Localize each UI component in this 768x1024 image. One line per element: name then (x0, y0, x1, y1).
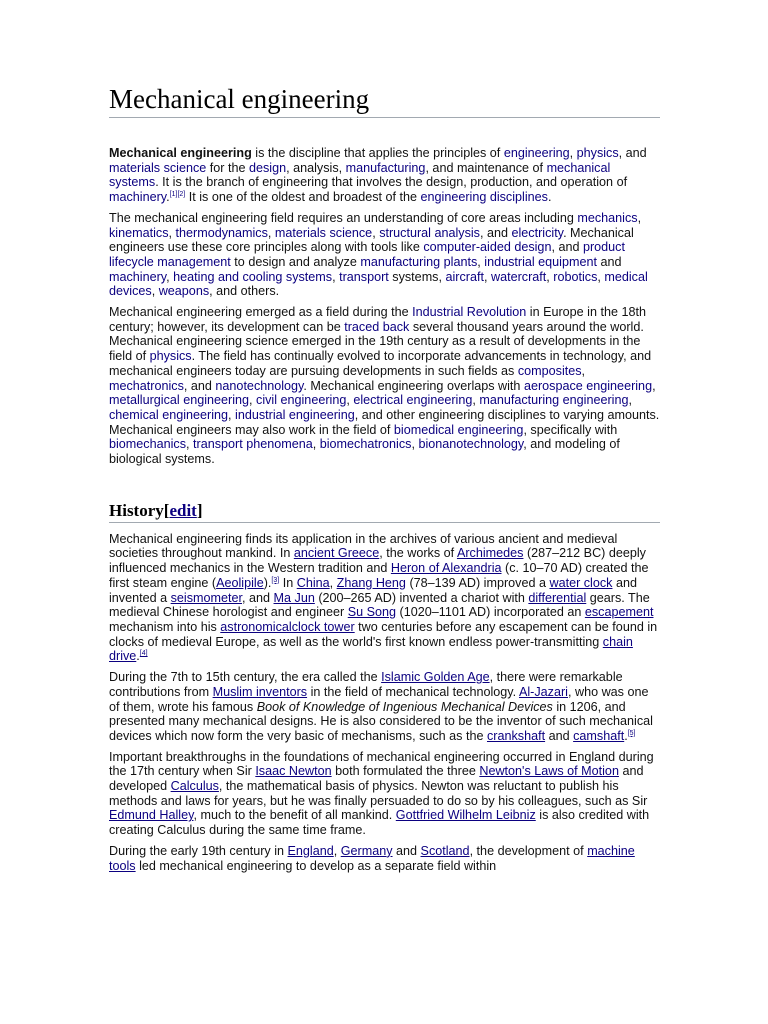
text: . (547, 190, 552, 205)
text: , (312, 437, 320, 452)
link-physics[interactable]: physics (149, 349, 192, 364)
text: , (597, 269, 605, 284)
lead-term: Mechanical engineering (109, 146, 252, 160)
text: , (267, 225, 275, 240)
link-china[interactable]: China (296, 575, 330, 590)
link-machinery[interactable]: machinery (109, 269, 167, 284)
link-chemical-engineering[interactable]: chemical engineering (109, 407, 229, 422)
link-differential[interactable]: differential (528, 590, 587, 605)
text: Important breakthroughs in the foundations of mechanical engineering occurred in England during the 17th century when Sir (109, 749, 654, 779)
history-paragraph-2 (109, 670, 660, 744)
link-design[interactable]: design (249, 160, 287, 175)
text: In (279, 575, 297, 590)
link-transport-phenomena[interactable]: transport phenomena (193, 437, 313, 452)
link-zhang-heng[interactable]: Zhang Heng (336, 575, 406, 590)
link-robotics[interactable]: robotics (553, 269, 598, 284)
link-escapement[interactable]: escapement (584, 605, 654, 620)
link-edmund-halley[interactable]: Edmund Halley (109, 808, 194, 823)
text: (78–139 AD) improved a (405, 575, 550, 590)
link-physics[interactable]: physics (576, 146, 619, 160)
link-biomedical-engineering[interactable]: biomedical engineering (393, 422, 524, 437)
text: . It is the branch of engineering that involves the design, production, and operation of (155, 175, 628, 190)
text: , (411, 437, 419, 452)
text: , (628, 393, 632, 408)
text: is also credited with creating Calculus during the same time frame. (109, 808, 650, 838)
citation (628, 730, 636, 737)
link-engineering-disciplines[interactable]: engineering disciplines (420, 190, 548, 205)
text: in 1206, and presented many mechanical designs. He is also considered to be the inventor of such mechanical devices which now form the very basic of mechanisms, such as the (109, 699, 653, 743)
text: , and (479, 225, 512, 240)
link-mechanics[interactable]: mechanics (577, 210, 638, 225)
link-archimedes[interactable]: Archimedes (456, 546, 524, 561)
text: . Mechanical engineering overlaps with (303, 378, 524, 393)
text: both formulated the three (331, 764, 480, 779)
section-title: History (109, 500, 164, 520)
link-gottfried-wilhelm-leibniz[interactable]: Gottfried Wilhelm Leibniz (395, 808, 536, 823)
text: , and other engineering disciplines to varying amounts. Mechanical engineers may also work in the field of (109, 407, 660, 437)
text: (1020–1101 AD) incorporated an (396, 605, 585, 620)
page-title: Mechanical engineering (109, 84, 660, 118)
citation-link-2[interactable]: [2] (177, 191, 186, 199)
text: , (477, 254, 485, 269)
text: , (652, 378, 656, 393)
text: and (392, 843, 421, 858)
text: , specifically with (523, 422, 618, 437)
link-machine-tools[interactable]: machine tools (109, 843, 635, 873)
bracket: ] (196, 500, 203, 520)
link-aeolipile[interactable]: Aeolipile (216, 575, 264, 590)
text: . (624, 728, 628, 743)
link-weapons[interactable]: weapons (158, 284, 210, 299)
text: , (372, 225, 380, 240)
link-industrial-revolution[interactable]: Industrial Revolution (412, 305, 527, 320)
citation (140, 650, 148, 657)
text: , and (551, 240, 583, 255)
book-title: Book of Knowledge of Ingenious Mechanical Devices (256, 699, 553, 714)
link-islamic-golden-age[interactable]: Islamic Golden Age (381, 670, 490, 685)
text: , (472, 393, 480, 408)
text: , and (183, 378, 216, 393)
link-watercraft[interactable]: watercraft (490, 269, 547, 284)
text: Mechanical engineering emerged as a field during the (109, 305, 413, 320)
link-kinematics[interactable]: kinematics (109, 225, 169, 240)
link-materials-science[interactable]: materials science (109, 160, 207, 175)
link-al-jazari[interactable]: Al-Jazari (518, 684, 568, 699)
link-nanotechnology[interactable]: nanotechnology (215, 378, 304, 393)
link-chain-drive[interactable]: chain drive (109, 634, 633, 664)
link-composites[interactable]: composites (517, 363, 582, 378)
text: for the (206, 160, 249, 175)
link-seismometer[interactable]: seismometer (170, 590, 243, 605)
link-scotland[interactable]: Scotland (420, 843, 470, 858)
link-isaac-newton[interactable]: Isaac Newton (255, 764, 332, 779)
link-traced-back[interactable]: traced back (344, 319, 410, 334)
link-transport[interactable]: transport (339, 269, 389, 284)
text: ). (263, 575, 272, 590)
text: , (166, 269, 174, 284)
link-aircraft[interactable]: aircraft (445, 269, 484, 284)
text: The mechanical engineering field requires an understanding of core areas including (109, 210, 578, 225)
text: and invented a (109, 575, 637, 605)
history-paragraph-4 (109, 844, 660, 873)
text: and (596, 254, 622, 269)
text: in the field of mechanical technology. (307, 684, 519, 699)
text: (c. 10–70 AD) created the first steam engine ( (109, 561, 649, 590)
link-electrical-engineering[interactable]: electrical engineering (353, 393, 473, 408)
text: , and (618, 146, 647, 160)
text: mechanism into his (109, 619, 221, 634)
text: , the development of (469, 843, 588, 858)
text: During the 7th to 15th century, the era called the (109, 670, 382, 685)
text: , (483, 269, 491, 284)
link-england[interactable]: England (287, 843, 334, 858)
link-camshaft[interactable]: camshaft (573, 728, 625, 743)
link-manufacturing-engineering[interactable]: manufacturing engineering (479, 393, 629, 408)
intro-paragraph-1 (109, 146, 660, 205)
history-paragraph-3 (109, 750, 660, 838)
article-body (109, 84, 660, 879)
text: , (151, 284, 159, 299)
citation (170, 191, 186, 198)
citation-link-3[interactable]: [3] (271, 576, 280, 584)
text: , and (242, 590, 274, 605)
text: . The field has continually evolved to incorporate advancements in technology, and mechanical engineers today are pursuing developments in such fields as (109, 349, 652, 378)
text: (200–265 AD) invented a chariot with (314, 590, 529, 605)
text: gears. The medieval Chinese horologist and engineer (109, 590, 650, 620)
citation-link-5[interactable]: [5] (627, 729, 636, 737)
text: and (545, 728, 574, 743)
link-materials-science[interactable]: materials science (274, 225, 373, 240)
link-industrial-equipment[interactable]: industrial equipment (484, 254, 597, 269)
text: is the discipline that applies the principles of (251, 146, 504, 160)
link-manufacturing-plants[interactable]: manufacturing plants (360, 254, 478, 269)
link-muslim-inventors[interactable]: Muslim inventors (212, 684, 308, 699)
link-crankshaft[interactable]: crankshaft (486, 728, 546, 743)
text: , and modeling of biological systems. (109, 437, 620, 467)
link-ancient-greece[interactable]: ancient Greece (293, 546, 380, 561)
link-newtons-laws-of-motion[interactable]: Newton's Laws of Motion (479, 764, 619, 779)
link-su-song[interactable]: Su Song (347, 605, 397, 620)
link-engineering[interactable]: engineering (503, 146, 570, 160)
link-calculus[interactable]: Calculus (170, 779, 219, 794)
text: , and others. (209, 284, 280, 299)
edit-section (164, 501, 203, 520)
link-industrial-engineering[interactable]: industrial engineering (235, 407, 355, 422)
section-heading-history (109, 501, 660, 523)
text: , (186, 437, 194, 452)
text: several thousand years around the world. Mechanical engineering science emerged in the 19th century as a result of developments in the field of (109, 319, 644, 364)
text: , (228, 407, 236, 422)
text: two centuries before any escapement can be found in clocks of medieval Europe, as well as the world's first known endless power-transmitting (109, 619, 658, 649)
text: . (136, 649, 140, 664)
bracket: [ (163, 500, 170, 520)
text: , the works of (379, 546, 457, 561)
link-heating-and-cooling-systems[interactable]: heating and cooling systems (173, 269, 333, 284)
text: , (581, 363, 586, 378)
text: , (637, 210, 642, 225)
link-civil-engineering[interactable]: civil engineering (256, 393, 347, 408)
text: , (168, 225, 176, 240)
text: , (346, 393, 354, 408)
text: led mechanical engineering to develop as a separate field within (135, 858, 497, 873)
history-paragraph-1 (109, 532, 660, 664)
text: and developed (109, 764, 644, 794)
text: systems, (388, 269, 446, 284)
text: During the early 19th century in (109, 843, 288, 858)
link-metallurgical-engineering[interactable]: metallurgical engineering (109, 393, 250, 408)
link-medical-devices[interactable]: medical devices (109, 269, 648, 299)
link-structural-analysis[interactable]: structural analysis (379, 225, 480, 240)
intro-paragraph-3 (109, 305, 660, 467)
link-computer-aided-design[interactable]: computer-aided design (423, 240, 552, 255)
link-mechatronics[interactable]: mechatronics (109, 378, 184, 393)
text: , and maintenance of (425, 160, 547, 175)
text: It is one of the oldest and broadest of the (185, 190, 421, 205)
text: , much to the benefit of all mankind. (193, 808, 396, 823)
text: , the mathematical basis of physics. Newton was reluctant to publish his methods and laws for years, but he was finally persuaded to do so by his colleagues, such as Sir (109, 779, 648, 808)
link-bionanotechnology[interactable]: bionanotechnology (418, 437, 524, 452)
link-product-lifecycle-management[interactable]: product lifecycle management (109, 240, 625, 269)
text: , (332, 269, 340, 284)
text: (287–212 BC) deeply influenced mechanics in the Western tradition and (109, 546, 646, 576)
text: , (569, 146, 577, 160)
link-manufacturing[interactable]: manufacturing (345, 160, 426, 175)
text: . Mechanical engineers use these core principles along with tools like (109, 225, 634, 255)
link-ma-jun[interactable]: Ma Jun (273, 590, 315, 605)
link-biomechatronics[interactable]: biomechatronics (319, 437, 412, 452)
link-mechanical-systems[interactable]: mechanical systems (109, 160, 611, 190)
text: , analysis, (286, 160, 346, 175)
text: to design and analyze (230, 254, 361, 269)
link-biomechanics[interactable]: biomechanics (109, 437, 187, 452)
link-aerospace-engineering[interactable]: aerospace engineering (523, 378, 653, 393)
link-machinery[interactable]: machinery (109, 190, 167, 205)
link-astronomical-clock-tower[interactable]: astronomicalclock tower (220, 619, 355, 634)
text: , there were remarkable contributions from (109, 670, 623, 699)
intro-paragraph-2 (109, 211, 660, 299)
text: Mechanical engineering finds its application in the archives of various ancient and medieval societies throughout mankind. In (109, 531, 618, 561)
link-thermodynamics[interactable]: thermodynamics (175, 225, 268, 240)
text: in Europe in the 18th century; however, its development can be (109, 305, 646, 334)
text: , who was one of them, wrote his famous (109, 684, 649, 714)
link-water-clock[interactable]: water clock (549, 575, 613, 590)
link-germany[interactable]: Germany (340, 843, 393, 858)
citation-link-1[interactable]: [1] (169, 191, 178, 199)
citation-link-4[interactable]: [4] (139, 650, 148, 658)
link-electricity[interactable]: electricity (511, 225, 564, 240)
text: . (166, 190, 170, 205)
link-heron-of-alexandria[interactable]: Heron of Alexandria (390, 561, 502, 576)
edit-link[interactable]: edit (169, 500, 197, 520)
text: , (249, 393, 257, 408)
text: , (546, 269, 554, 284)
text: , (329, 575, 337, 590)
text: , (333, 843, 341, 858)
